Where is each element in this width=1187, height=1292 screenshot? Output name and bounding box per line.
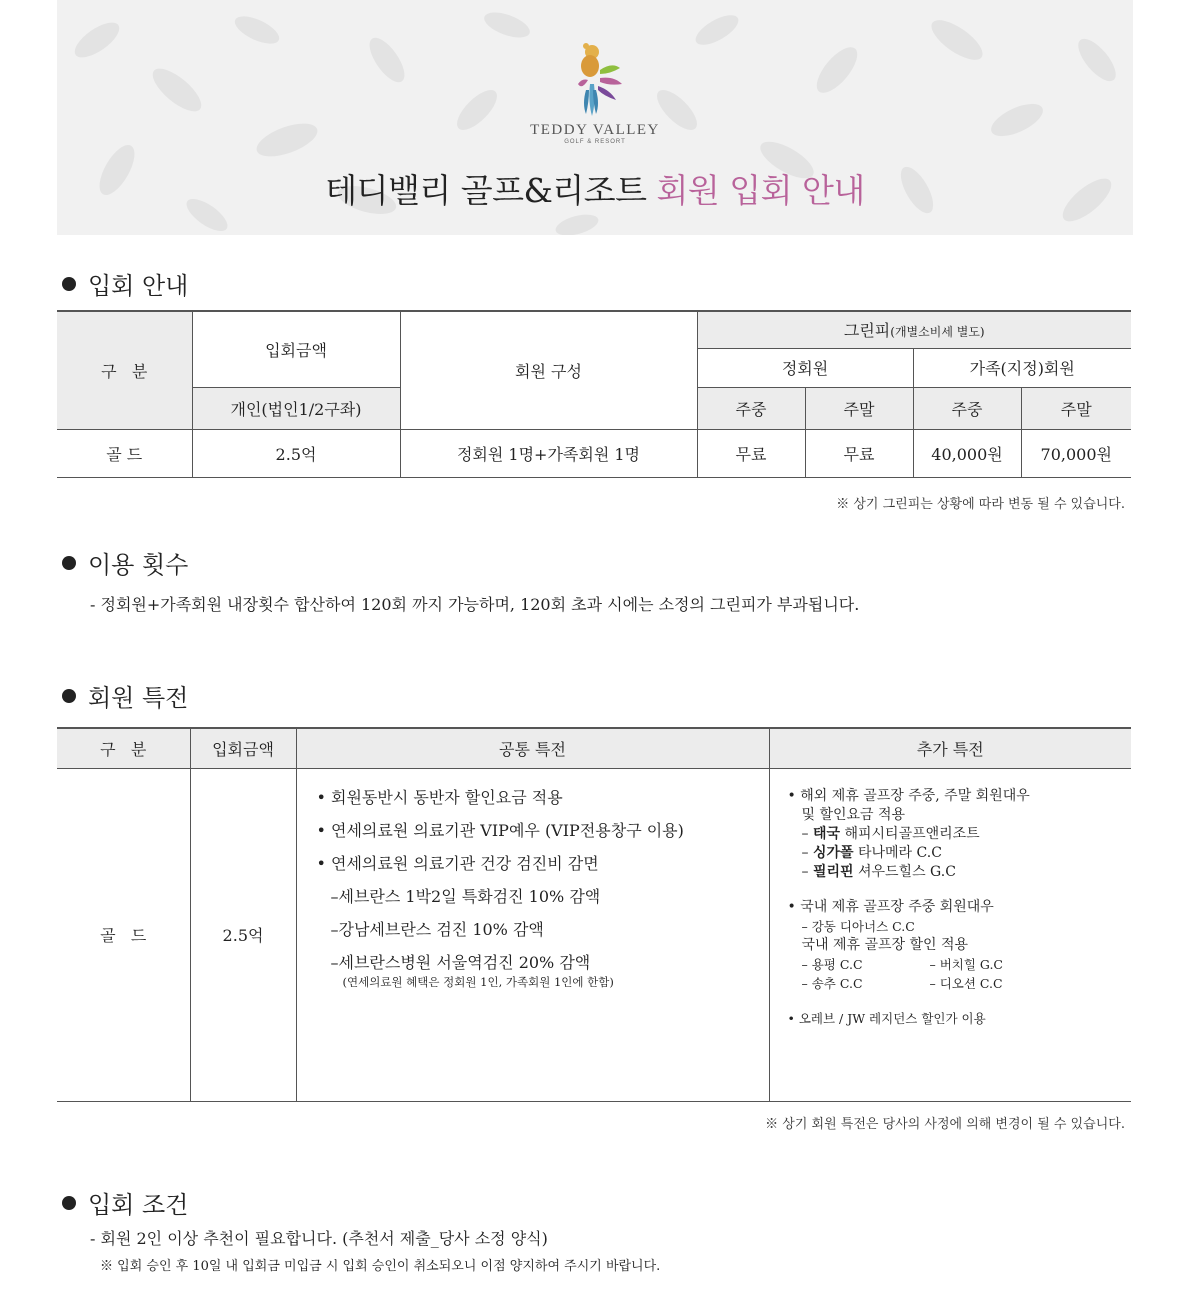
greenfee-note: ※ 상기 그린피는 상황에 따라 변동 될 수 있습니다.	[836, 497, 1125, 512]
cell-composition: 정회원 1명+가족회원 1명	[400, 429, 697, 477]
usage-text: - 정회원+가족회원 내장횟수 합산하여 120회 까지 가능하며, 120회 초과 시에는 소정의 그린피가 부과됩니다.	[90, 595, 860, 614]
cell-family-weekend: 70,000원	[1021, 429, 1131, 477]
section-title-join-info: 입회 안내	[62, 266, 188, 301]
list-item: • 오레브 / JW 레지던스 할인가 이용	[787, 1010, 986, 1026]
list-item: –강남세브란스 검진 10% 감액	[330, 919, 544, 939]
header-fee-sub: 개인(법인1/2구좌)	[192, 387, 400, 429]
list-item: • 연세의료원 의료기관 건강 검진비 감면	[316, 853, 599, 873]
cell-category: 골 드	[57, 429, 192, 477]
common-benefits-note: (연세의료원 혜택은 정회원 1인, 가족회원 1인에 한함)	[342, 974, 614, 989]
header-weekend: 주말	[805, 387, 913, 429]
header-category: 구 분	[57, 311, 192, 429]
benefits-table	[57, 727, 1131, 1102]
common-benefits-list	[296, 768, 769, 1101]
cell-fee: 2.5억	[192, 429, 400, 477]
list-item: – 필리핀 셔우드힐스 G.C	[801, 863, 956, 880]
conditions-text: - 회원 2인 이상 추천이 필요합니다. (추천서 제출_당사 소정 양식)	[90, 1229, 548, 1248]
brand-name: TEDDY VALLEY	[530, 122, 660, 138]
page-title-accent: 회원 입회 안내	[656, 171, 865, 210]
header-fee: 입회금액	[192, 311, 400, 387]
header-banner	[57, 0, 1133, 235]
header-greenfee: 그린피(개별소비세 별도)	[697, 311, 1131, 348]
header-regular-member: 정회원	[697, 348, 913, 387]
table-row	[57, 768, 1131, 1101]
header-category: 구 분	[57, 728, 190, 768]
list-item: • 해외 제휴 골프장 주중, 주말 회원대우	[787, 787, 1030, 804]
list-item: –세브란스 1박2일 특화검진 10% 감액	[330, 886, 601, 906]
list-item: – 송추 C.C – 디오션 C.C	[801, 975, 1003, 991]
list-item: –세브란스병원 서울역검진 20% 감액	[330, 952, 591, 972]
list-item: – 싱가폴 타나메라 C.C	[801, 844, 942, 861]
page-title-main: 테디밸리 골프&리조트	[325, 171, 647, 210]
brand-subtitle: GOLF & RESORT	[564, 139, 626, 145]
cell-regular-weekend: 무료	[805, 429, 913, 477]
header-composition: 회원 구성	[400, 311, 697, 429]
cell-fee: 2.5억	[190, 768, 296, 1101]
table-row	[57, 429, 1131, 477]
brand-logo	[57, 40, 1133, 145]
header-extra-benefits: 추가 특전	[769, 728, 1131, 768]
header-family-member: 가족(지정)회원	[913, 348, 1131, 387]
page-title	[57, 165, 1133, 212]
teddy-flower-icon	[560, 40, 630, 120]
list-item: – 강동 디아너스 C.C	[801, 918, 915, 934]
cell-family-weekday: 40,000원	[913, 429, 1021, 477]
header-weekday: 주중	[913, 387, 1021, 429]
header-weekend: 주말	[1021, 387, 1131, 429]
list-item: • 회원동반시 동반자 할인요금 적용	[316, 787, 563, 807]
bullet-icon	[62, 1196, 76, 1210]
bullet-icon	[62, 556, 76, 570]
section-title-conditions: 입회 조건	[62, 1185, 188, 1220]
benefits-note: ※ 상기 회원 특전은 당사의 사정에 의해 변경이 될 수 있습니다.	[765, 1117, 1125, 1132]
join-info-table	[57, 310, 1131, 478]
cell-regular-weekday: 무료	[697, 429, 805, 477]
list-item: – 용평 C.C – 버치힐 G.C	[801, 956, 1003, 972]
header-weekday: 주중	[697, 387, 805, 429]
section-title-benefits: 회원 특전	[62, 678, 188, 713]
list-item: 및 할인요금 적용	[801, 806, 906, 823]
list-item: • 국내 제휴 골프장 주중 회원대우	[787, 898, 994, 915]
bullet-icon	[62, 689, 76, 703]
list-item: – 태국 해피시티골프앤리조트	[801, 825, 980, 842]
list-item: 국내 제휴 골프장 할인 적용	[801, 936, 969, 953]
conditions-note: ※ 입회 승인 후 10일 내 입회금 미입금 시 입회 승인이 취소되오니 이점 양지하여 주시기 바랍니다.	[100, 1259, 661, 1274]
section-title-usage: 이용 횟수	[62, 545, 188, 580]
cell-category: 골 드	[57, 768, 190, 1101]
extra-benefits-list	[769, 768, 1131, 1101]
header-common-benefits: 공통 특전	[296, 728, 769, 768]
bullet-icon	[62, 277, 76, 291]
header-fee: 입회금액	[190, 728, 296, 768]
list-item: • 연세의료원 의료기관 VIP예우 (VIP전용창구 이용)	[316, 820, 684, 840]
